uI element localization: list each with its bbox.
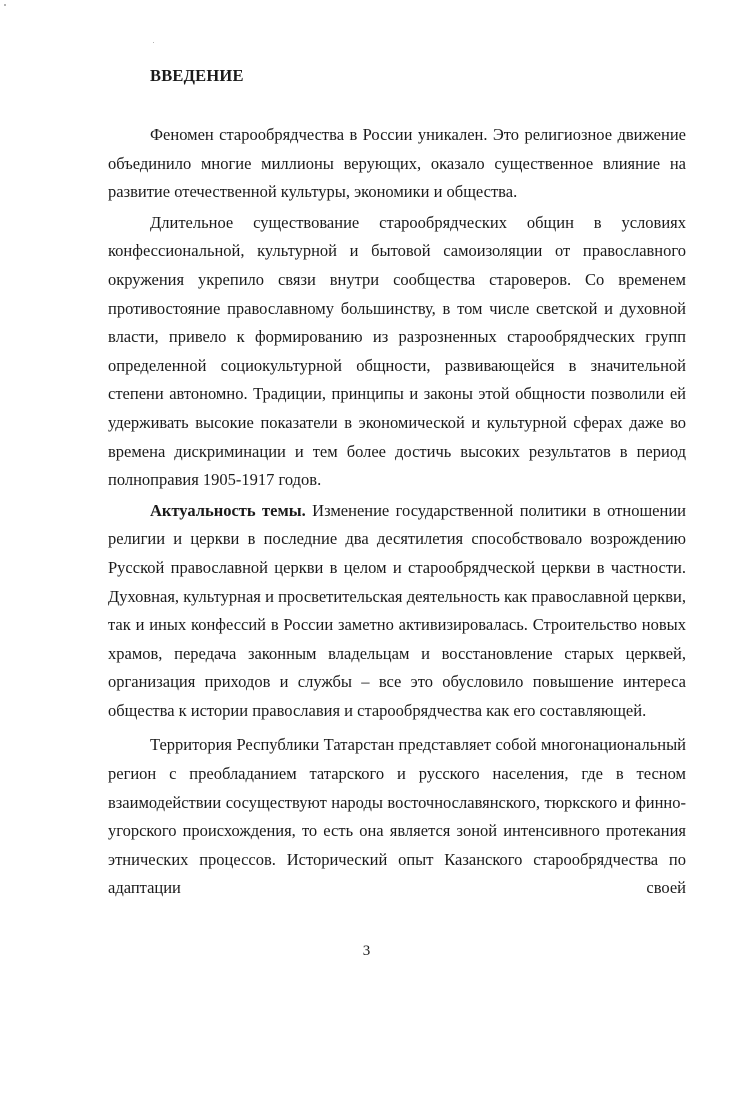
scan-speck: [153, 42, 154, 43]
paragraph-4: Территория Республики Татарстан представляет собой многонациональный регион с преобладанием татарского и русского населения, где в тесном взаимодействии сосуществуют народы восточнославянского, тюркского и финно-угорского происхождения, то есть она является зоной интенсивного протекания этнических процессов. Исторический опыт Казанского старообрядчества по адаптации своей: [108, 735, 686, 898]
paragraph-2: Длительное существование старообрядческих общин в условиях конфессиональной, культурной и бытовой самоизоляции от православного окружения укрепило связи внутри сообщества староверов. Со временем противостояние православному большинству, в том числе светской и духовной власти, привело к формированию из разрозненных старообрядческих групп определенной социокультурной общности, развивающейся в значительной степени автономно. Традиции, принципы и законы этой общности позволили ей удерживать высокие показатели в экономической и культурной сферах даже во времена дискриминации и тем более достичь высоких результатов в период полноправия 1905-1917 годов.: [108, 212, 686, 490]
section-heading: ВВЕДЕНИЕ: [150, 66, 244, 85]
body-text: [108, 121, 686, 903]
paragraph-3-lead: Актуальность темы.: [150, 500, 306, 520]
paragraph-3: [108, 497, 686, 726]
paragraph-1: Феномен старообрядчества в России уникален. Это религиозное движение объединило многие миллионы верующих, оказало существенное влияние на развитие отечественной культуры, экономики и общества.: [108, 125, 686, 202]
page-number: 3: [362, 943, 371, 959]
scan-speck: [4, 4, 6, 6]
paragraph-3-text: Изменение государственной политики в отношении религии и церкви в последние два десятилетия способствовало возрождению Русской православной церкви в целом и старообрядческой церкви в частности. Духовная, культурная и просветительская деятельность как православной церкви, так и иных конфессий в России заметно активизировалась. Строительство новых храмов, передача законным владельцам и восстановление старых церквей, организация приходов и службы – все это обусловило повышение интереса общества к истории православия и старообрядчества как его составляющей.: [108, 500, 686, 720]
